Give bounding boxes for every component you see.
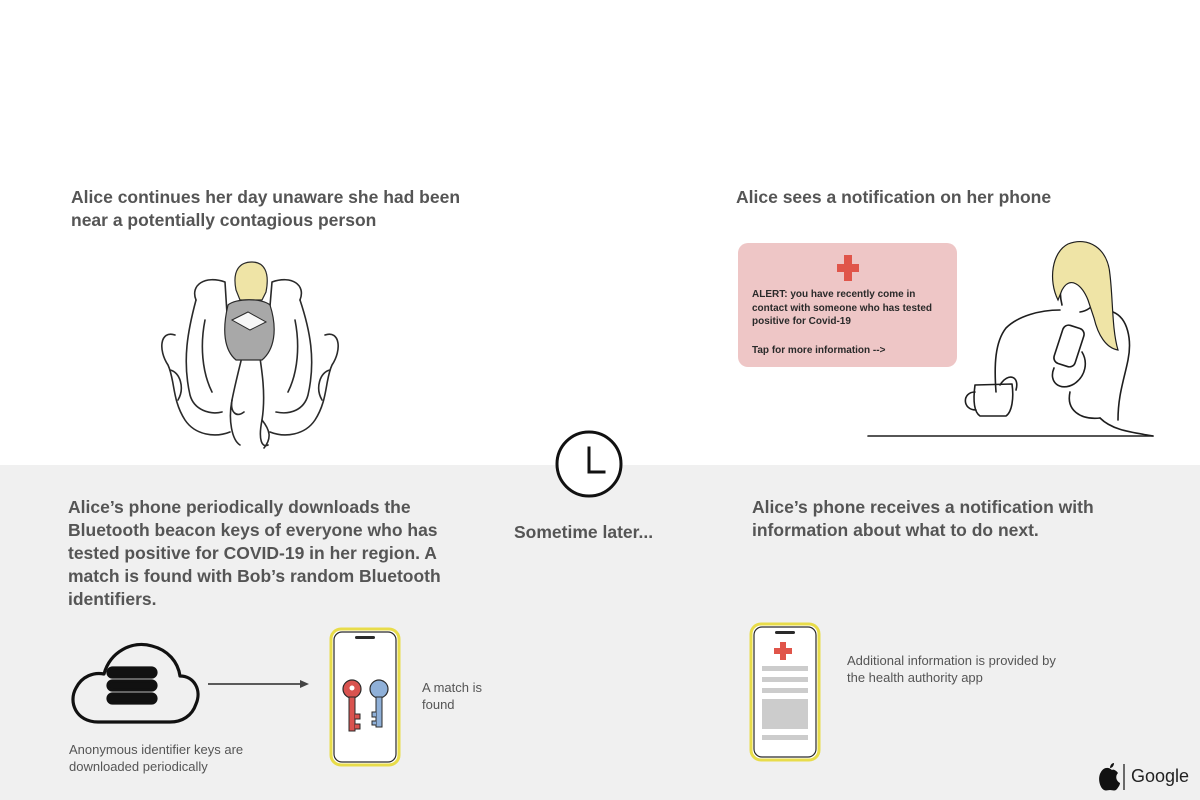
panel-heading-alice-continues: Alice continues her day unaware she had been near a potentially contagious person	[71, 187, 461, 230]
clock-icon	[557, 432, 621, 496]
medical-cross-icon	[837, 255, 859, 281]
transition-label: Sometime later...	[514, 522, 654, 542]
phone-health-app-icon	[751, 624, 819, 760]
arrow-icon	[208, 680, 309, 688]
alice-hair-seated	[235, 262, 267, 300]
panel-heading-phone-receives: Alice’s phone receives a notification with information about what to do next.	[752, 497, 1094, 540]
alert-tap-link[interactable]: Tap for more information -->	[752, 345, 886, 356]
cloud-caption: Anonymous identifier keys are downloaded periodically	[69, 742, 244, 774]
phone-with-keys-icon	[331, 629, 399, 765]
cloud-database-icon	[73, 644, 198, 722]
health-app-caption: Additional information is provided by the health authority app	[847, 653, 1056, 685]
google-wordmark: Google	[1131, 766, 1190, 786]
panel-heading-alice-sees: Alice sees a notification on her phone	[736, 187, 1052, 207]
alert-message: ALERT: you have recently come in contact with someone who has tested positive for Covid-19	[752, 289, 933, 327]
match-caption: A match is found	[422, 680, 482, 712]
alice-hair-standing	[1053, 242, 1118, 350]
panel-heading-phone-downloads: Alice’s phone periodically downloads the Bluetooth beacon keys of everyone who has tested positive for COVID-19 in her region. A match is found with Bob’s random Bluetooth identifiers.	[68, 497, 441, 609]
alert-notification-card[interactable]	[738, 243, 957, 367]
apple-icon	[1099, 763, 1120, 790]
